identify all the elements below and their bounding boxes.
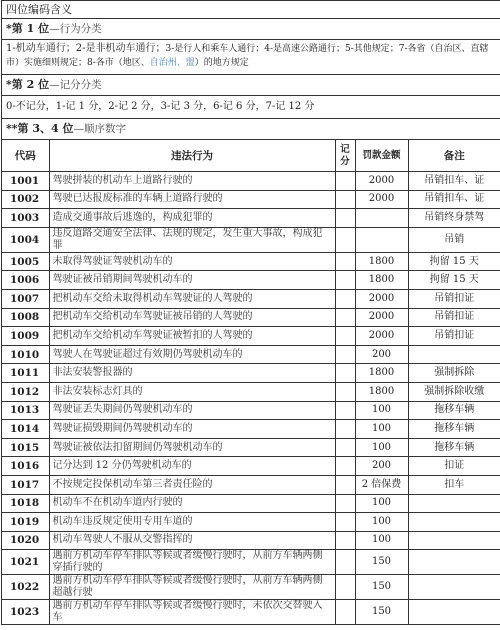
cell-fine: 200 xyxy=(355,345,408,364)
cell-code: 1022 xyxy=(2,575,49,600)
cell-score xyxy=(335,345,355,364)
cell-fine: 100 xyxy=(355,494,408,513)
cell-act: 非法安装警报器的 xyxy=(49,364,335,383)
cell-score xyxy=(335,252,355,271)
cell-fine: 100 xyxy=(355,513,408,532)
cell-act: 把机动车交给机动车驾驶证被暂扣的人驾驶的 xyxy=(49,327,335,346)
cell-note: 强制拆除 xyxy=(408,364,500,383)
table-row xyxy=(2,190,500,209)
section-1-text-part4: ）的地方规定 xyxy=(194,58,249,68)
table-row xyxy=(2,550,500,575)
cell-code: 1002 xyxy=(2,190,49,209)
table-row xyxy=(2,172,500,191)
violation-table xyxy=(2,140,500,625)
cell-fine xyxy=(355,209,408,228)
cell-note: 强制拆除收缴 xyxy=(408,382,500,401)
cell-act: 非法安装标志灯具的 xyxy=(49,382,335,401)
cell-score xyxy=(335,209,355,228)
cell-act: 驾驶已达报废标准的车辆上道路行驶的 xyxy=(49,190,335,209)
section-3-heading xyxy=(2,119,500,140)
table-row xyxy=(2,382,500,401)
cell-code: 1009 xyxy=(2,327,49,346)
cell-note: 拖移车辆 xyxy=(408,438,500,457)
section-3-desc: —顺序数字 xyxy=(73,123,126,135)
cell-code: 1006 xyxy=(2,271,49,290)
cell-code: 1004 xyxy=(2,227,49,252)
cell-note: 吊销扣车、证 xyxy=(408,172,500,191)
section-1-text-part2: 3-是行人和乘车人通行；4-是高速公路通行；5-其他规定；7-各省（自治区、直辖市）实施细则规定；8-各市（地区、 xyxy=(6,44,489,68)
header-code: 代码 xyxy=(2,140,49,172)
cell-score xyxy=(335,172,355,191)
cell-score xyxy=(335,364,355,383)
section-1-heading xyxy=(2,19,500,40)
cell-note: 吊销扣证 xyxy=(408,289,500,308)
cell-act: 未取得驾驶证驾驶机动车的 xyxy=(49,252,335,271)
table-row xyxy=(2,327,500,346)
table-row xyxy=(2,600,500,625)
cell-note: 拖移车辆 xyxy=(408,420,500,439)
cell-code: 1003 xyxy=(2,209,49,228)
cell-fine: 2000 xyxy=(355,289,408,308)
cell-act: 驾驶证被依法扣留期间仍驾驶机动车的 xyxy=(49,438,335,457)
table-row xyxy=(2,271,500,290)
cell-act: 驾驶证丢失期间仍驾驶机动车的 xyxy=(49,401,335,420)
cell-code: 1015 xyxy=(2,438,49,457)
cell-fine: 100 xyxy=(355,438,408,457)
cell-note: 吊销终身禁驾 xyxy=(408,209,500,228)
cell-note: 扣车 xyxy=(408,475,500,494)
cell-act: 驾驶人在驾驶证超过有效期仍驾驶机动车的 xyxy=(49,345,335,364)
cell-score xyxy=(335,457,355,476)
cell-fine: 1800 xyxy=(355,271,408,290)
cell-note: 吊销扣证 xyxy=(408,327,500,346)
cell-score xyxy=(335,190,355,209)
table-row xyxy=(2,494,500,513)
cell-act: 不按规定投保机动车第三者责任险的 xyxy=(49,475,335,494)
section-1-text-part1: 1-机动车通行；2-是非机动车通行； xyxy=(6,43,166,54)
cell-score xyxy=(335,494,355,513)
cell-act: 把机动车交给未取得机动车驾驶证的人驾驶的 xyxy=(49,289,335,308)
cell-fine: 2000 xyxy=(355,190,408,209)
cell-note xyxy=(408,513,500,532)
cell-code: 1023 xyxy=(2,600,49,625)
cell-code: 1010 xyxy=(2,345,49,364)
cell-fine: 200 xyxy=(355,457,408,476)
cell-score xyxy=(335,550,355,575)
cell-note: 拘留 15 天 xyxy=(408,252,500,271)
cell-score xyxy=(335,531,355,550)
cell-code: 1007 xyxy=(2,289,49,308)
cell-note: 拖移车辆 xyxy=(408,401,500,420)
table-row xyxy=(2,475,500,494)
table-row xyxy=(2,364,500,383)
section-2-label: *第 2 位 xyxy=(6,78,50,91)
cell-score xyxy=(335,475,355,494)
table-row xyxy=(2,575,500,600)
cell-fine: 2 倍保费 xyxy=(355,475,408,494)
cell-code: 1016 xyxy=(2,457,49,476)
cell-score xyxy=(335,327,355,346)
table-row xyxy=(2,531,500,550)
table-row xyxy=(2,227,500,252)
section-2-heading xyxy=(2,75,500,96)
cell-code: 1019 xyxy=(2,513,49,532)
cell-fine: 1800 xyxy=(355,382,408,401)
cell-fine: 1800 xyxy=(355,364,408,383)
cell-act: 遇前方机动车停车排队等候或者缓慢行驶时，从前方车辆两侧穿插行驶的 xyxy=(49,550,335,575)
section-2-text: 0-不记分，1-记 1 分，2-记 2 分，3-记 3 分，6-记 6 分，7-记 12 分 xyxy=(2,96,500,119)
header-score: 记分 xyxy=(335,140,355,172)
cell-note xyxy=(408,550,500,575)
cell-fine: 100 xyxy=(355,420,408,439)
cell-fine: 2000 xyxy=(355,308,408,327)
cell-note xyxy=(408,575,500,600)
cell-fine: 100 xyxy=(355,401,408,420)
cell-act: 遇前方机动车停车排队等候或者缓慢行驶时，从前方车辆两侧超越行驶 xyxy=(49,575,335,600)
cell-score xyxy=(335,438,355,457)
table-row xyxy=(2,457,500,476)
cell-fine: 1800 xyxy=(355,252,408,271)
header-note: 备注 xyxy=(408,140,500,172)
cell-score xyxy=(335,382,355,401)
section-1-label: *第 1 位 xyxy=(6,22,50,35)
section-1-desc: —行为分类 xyxy=(49,23,102,35)
cell-code: 1021 xyxy=(2,550,49,575)
cell-score xyxy=(335,271,355,290)
cell-score xyxy=(335,308,355,327)
section-3-label: **第 3、4 位 xyxy=(6,122,74,135)
table-row xyxy=(2,308,500,327)
cell-score xyxy=(335,420,355,439)
table-row xyxy=(2,513,500,532)
cell-fine: 150 xyxy=(355,600,408,625)
cell-note xyxy=(408,531,500,550)
cell-score xyxy=(335,600,355,625)
section-1-text xyxy=(2,40,500,75)
table-row xyxy=(2,420,500,439)
cell-score xyxy=(335,227,355,252)
cell-code: 1018 xyxy=(2,494,49,513)
cell-code: 1013 xyxy=(2,401,49,420)
cell-act: 机动车不在机动车道内行驶的 xyxy=(49,494,335,513)
cell-fine: 150 xyxy=(355,550,408,575)
cell-code: 1020 xyxy=(2,531,49,550)
cell-note: 吊销扣车、证 xyxy=(408,190,500,209)
cell-code: 1012 xyxy=(2,382,49,401)
cell-act: 违反道路交通安全法律、法规的规定，发生重大事故，构成犯罪 xyxy=(49,227,335,252)
cell-code: 1017 xyxy=(2,475,49,494)
cell-act: 驾驶证被吊销期间驾驶机动车的 xyxy=(49,271,335,290)
table-row xyxy=(2,289,500,308)
cell-score xyxy=(335,575,355,600)
header-act: 违法行为 xyxy=(49,140,335,172)
cell-score xyxy=(335,513,355,532)
table-body xyxy=(2,172,500,625)
cell-code: 1005 xyxy=(2,252,49,271)
table-row xyxy=(2,209,500,228)
cell-act: 记分达到 12 分仍驾驶机动车的 xyxy=(49,457,335,476)
cell-note: 吊销 xyxy=(408,227,500,252)
cell-fine xyxy=(355,227,408,252)
cell-act: 驾驶拼装的机动车上道路行驶的 xyxy=(49,172,335,191)
cell-note xyxy=(408,345,500,364)
cell-code: 1008 xyxy=(2,308,49,327)
cell-fine: 150 xyxy=(355,575,408,600)
cell-note xyxy=(408,600,500,625)
document-page xyxy=(1,0,500,625)
cell-score xyxy=(335,401,355,420)
cell-note: 拘留 15 天 xyxy=(408,271,500,290)
cell-fine: 100 xyxy=(355,531,408,550)
cell-act: 机动车违反规定使用专用车道的 xyxy=(49,513,335,532)
cell-act: 遇前方机动车停车排队等候或者缓慢行驶时，未依次交替驶入车 xyxy=(49,600,335,625)
section-2-desc: —记分分类 xyxy=(49,79,102,91)
cell-act: 驾驶证损毁期间仍驾驶机动车的 xyxy=(49,420,335,439)
cell-score xyxy=(335,289,355,308)
section-1-text-part3: 自治州、盟 xyxy=(149,58,195,68)
cell-note xyxy=(408,494,500,513)
cell-act: 机动车驾驶人不服从交警指挥的 xyxy=(49,531,335,550)
cell-code: 1014 xyxy=(2,420,49,439)
header-fine: 罚款金额 xyxy=(355,140,408,172)
cell-act: 造成交通事故后逃逸的，构成犯罪的 xyxy=(49,209,335,228)
cell-note: 吊销扣证 xyxy=(408,308,500,327)
cell-act: 把机动车交给机动车驾驶证被吊销的人驾驶的 xyxy=(49,308,335,327)
cell-fine: 2000 xyxy=(355,327,408,346)
table-row xyxy=(2,438,500,457)
cell-code: 1001 xyxy=(2,172,49,191)
cell-fine: 2000 xyxy=(355,172,408,191)
table-row xyxy=(2,401,500,420)
table-row xyxy=(2,345,500,364)
cell-code: 1011 xyxy=(2,364,49,383)
cell-note: 扣证 xyxy=(408,457,500,476)
document-title: 四位编码含义 xyxy=(2,1,500,19)
table-row xyxy=(2,252,500,271)
